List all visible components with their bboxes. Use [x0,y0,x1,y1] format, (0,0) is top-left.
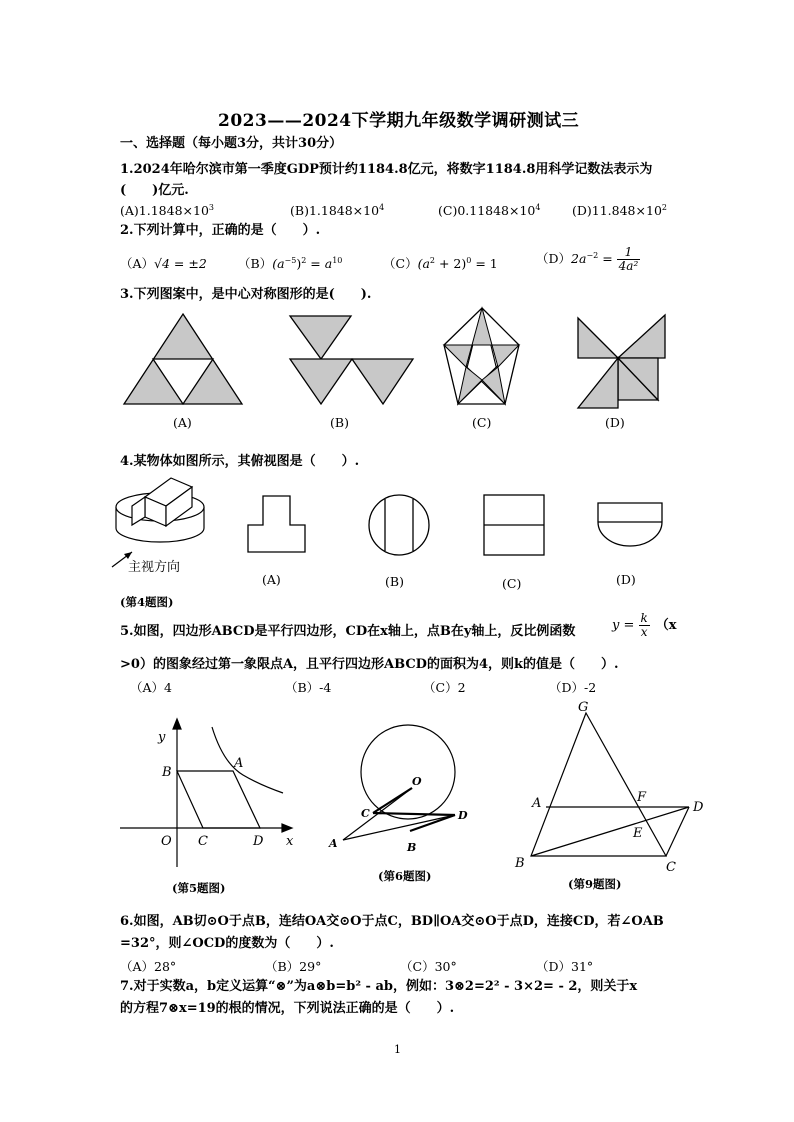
q5-stem-line1: 5.如图，四边形ABCD是平行四边形，CD在x轴上，点B在y轴上，反比例函数 [120,624,576,639]
q5-function-tail: （x [655,618,677,633]
fig5-label-c: C [198,834,208,849]
q1-option-d-exp: 2 [661,203,667,212]
q3-stem: 3.下列图案中，是中心对称图形的是( ). [120,287,372,302]
fig5-caption: (第5题图) [172,881,226,895]
fig6-label-c: C [361,807,370,820]
q2-option-d-den: 4a² [618,259,639,273]
fig5-curve [212,727,283,793]
fig9-label-a: A [532,796,542,811]
fig9-segment-bd [531,807,689,856]
q1-option-b [290,203,384,218]
q7-stem-line2: 的方程7⊗x=19的根的情况，下列说法正确的是（ ）. [120,1001,455,1016]
q5-function-y: y = [612,618,639,633]
q5-function-den: x [640,625,648,639]
q4-label-b: (B) [385,574,404,589]
q7-stem-line1: 7.对于实数a，b定义运算“⊗”为a⊗b=b² - ab，例如：3⊗2=2² - 3×2= - 2，则关于x [120,979,638,994]
q5-function-fraction [639,612,650,639]
q4-label-d: (D) [616,572,636,587]
q1-option-d-text: (D)11.848×10 [572,203,662,219]
fig6-label-a: A [329,837,338,850]
q6-option-b: （B）29° [265,959,322,974]
q5-option-c: （C）2 [423,680,466,695]
fig6-caption: (第6题图) [378,869,432,883]
q2-option-c-base: (a [417,256,430,271]
q2-option-a-expr: √4 = ±2 [154,256,207,271]
q2-option-c-paren: + 2) [435,256,467,271]
fig5-y-arrow [173,719,181,729]
fig5-x-arrow [282,824,292,832]
q3-label-c: (C) [472,415,492,430]
q6-stem-line2: =32°，则∠OCD的度数为（ ）. [120,936,334,951]
q2-option-c-inner-exp: 2 [429,255,436,265]
q6-option-a: （A）28° [120,959,177,974]
q3-figure-d [578,315,665,408]
fig9-label-c: C [666,860,676,875]
fig9-label-g: G [578,700,589,715]
q2-option-d-base: 2a [571,251,587,266]
q2-stem: 2.下列计算中，正确的是（ ）. [120,223,321,238]
fig6-label-d: D [458,809,468,822]
q5-option-d: （D）-2 [549,680,597,695]
fig6-circle [361,725,455,819]
q2-option-c-outer-exp: 0 [466,255,472,265]
q1-option-c [438,203,540,218]
fig5-label-x: x [286,834,294,849]
q2-option-d-num: 1 [617,246,641,260]
q2-option-c [383,254,498,272]
q2-option-d-exp: −2 [586,250,599,260]
fig6-diagram [343,725,455,840]
q5-option-b: （B）-4 [285,680,332,695]
fig5-label-o: O [161,834,172,849]
fig5-label-a: A [234,756,244,771]
fig5-parallelogram [177,771,260,828]
fig9-caption: (第9题图) [568,877,622,891]
q3-figure-c [444,308,519,404]
q2-option-d-fraction [617,246,641,273]
q4-option-d-shape [598,503,662,546]
q5-option-a: （A）4 [130,680,172,695]
q5-function-num: k [640,611,648,625]
q1-stem-line2: ( )亿元. [120,183,189,198]
q3-figure-b [290,316,413,404]
page-number: 1 [394,1043,401,1056]
q4-figures [100,470,700,590]
q1-option-b-text: (B)1.1848×10 [290,203,380,219]
q2-option-b-eq: = a [306,256,333,271]
q2-option-d [536,246,640,273]
q4-option-a-shape [248,496,305,552]
q2-option-d-eq: = [598,251,617,266]
q3-label-a: (A) [173,415,192,430]
q1-stem-line1: 1.2024年哈尔滨市第一季度GDP预计约1184.8亿元，将数字1184.8用科学记数法表示为 [120,162,653,177]
fig9-label-d: D [693,800,704,815]
q2-option-b-paren: ) [296,256,302,271]
q2-option-b-base: (a [272,256,285,271]
q1-option-d [572,203,667,218]
fig6-segment-cd [373,813,455,815]
fig9-label-e: E [633,826,643,841]
q1-option-a-text: (A)1.1848×10 [120,203,209,219]
q2-option-c-label: （C） [383,256,418,271]
q1-option-a [120,203,214,218]
q2-option-c-eq: = 1 [471,256,498,271]
q2-option-b-outer-exp: 2 [301,255,307,265]
fig5-label-d: D [253,834,264,849]
q6-stem-line1: 6.如图，AB切⊙O于点B，连结OA交⊙O于点C，BD∥OA交⊙O于点D，连接CD，若∠OAB [120,914,664,929]
fig9-diagram [531,713,689,856]
q5-function [612,612,677,639]
q2-option-b-res-exp: 10 [332,255,343,265]
fig6-label-b: B [407,841,417,854]
q4-direction-label: 主视方向 [128,560,181,575]
q1-option-c-text: (C)0.11848×10 [438,203,536,219]
q4-caption: (第4题图) [120,595,174,609]
q1-option-c-exp: 4 [535,203,541,212]
q3-figure-a [124,314,242,404]
fig9-segment-cd [666,807,689,856]
q4-option-c-shape [484,495,544,555]
fig9-label-f: F [637,790,647,805]
q2-option-b-inner-exp: −5 [284,255,297,265]
q1-option-b-exp: 4 [379,203,385,212]
q1-option-a-exp: 3 [208,203,214,212]
figures-row [110,695,710,875]
q5-stem-line2: >0）的图象经过第一象限点A，且平行四边形ABCD的面积为4，则k的值是（ ）. [120,657,619,672]
q4-label-c: (C) [502,576,522,591]
q2-option-a [120,254,207,272]
q3-label-b: (B) [330,415,349,430]
q4-option-b-shape [369,495,429,555]
q4-stem: 4.某物体如图所示，其俯视图是（ ）. [120,454,360,469]
fig5-label-y: y [158,730,166,745]
fig5-label-b: B [162,765,172,780]
section-header: 一、选择题（每小题3分，共计30分） [120,136,343,151]
q2-option-d-label: （D） [536,251,572,266]
q4-object [116,478,204,542]
q6-option-c: （C）30° [400,959,457,974]
fig9-label-b: B [515,856,525,871]
q2-option-a-label: （A） [120,256,155,271]
q2-option-b [238,254,342,272]
q2-option-b-label: （B） [238,256,273,271]
page-title: 2023——2024下学期九年级数学调研测试三 [218,111,580,131]
q3-label-d: (D) [605,415,625,430]
fig6-label-o: O [412,775,422,788]
q4-label-a: (A) [262,572,281,587]
q6-option-d: （D）31° [536,959,594,974]
